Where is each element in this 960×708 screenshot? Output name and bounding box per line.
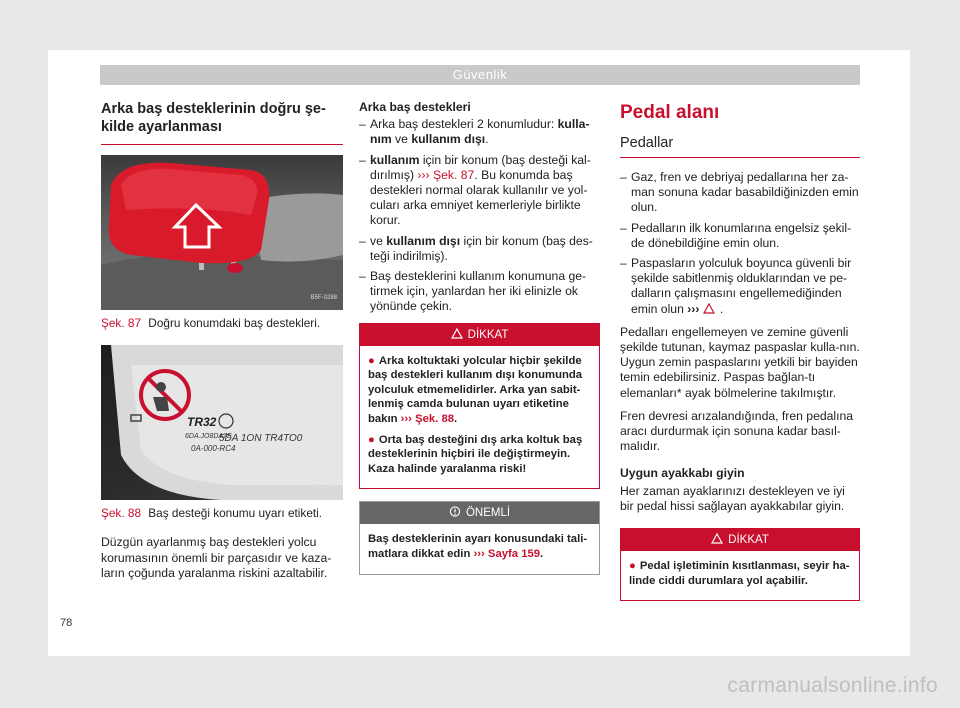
figure-warning-label: [101, 345, 343, 500]
warning-triangle-icon: [451, 328, 463, 339]
section-heading: Arka baş desteklerinin doğru şe-kilde ayarlanması: [101, 100, 343, 145]
list-item: – Arka baş destekleri 2 konumludur: kulla-nım ve kullanım dışı.: [359, 117, 600, 147]
subheading: Arka baş destekleri: [359, 100, 471, 114]
body-paragraph: Düzgün ayarlanmış baş destekleri yolcu korumasının önemli bir parçasıdır ve kaza-ların çoğunda yaralanma riskini azaltabilir.: [101, 535, 332, 580]
list-item: – Pedalların ilk konumlarına engelsiz şekil-de dönebildiğine emin olun.: [620, 221, 860, 251]
figure-caption: [101, 506, 343, 521]
list-item: – kullanım için bir konum (baş desteği kal-dırılmış) ››› Şek. 87. Bu konumda baş destekleri normal olarak kullanılır ve yol-cuları arka emniyet kemerleriyle birlikte korur.: [359, 153, 600, 229]
warning-header: DİKKAT: [360, 324, 599, 346]
note-box: [359, 501, 600, 574]
dash-list: [359, 117, 600, 314]
bullet-icon: ●: [368, 433, 375, 446]
figure-reference-link[interactable]: ››› Şek. 87: [417, 167, 475, 182]
body-paragraph: Pedalları engellemeyen ve zemine güvenli şekilde tutunan, kaymaz paspaslar kulla-nın. Uygun zemin paspaslarını yetkili bir bayiden temin edebilirsiniz. Paspas bağlan-tı elemanları* ayak bölmelerine takılmıştır.: [620, 324, 860, 400]
subheading: Uygun ayakkabı giyin: [620, 466, 745, 481]
info-circle-icon: [449, 506, 461, 517]
dash-list: [620, 170, 860, 317]
figure-number: Şek. 88: [101, 506, 142, 521]
warning-box: [359, 323, 600, 490]
warning-box: [620, 528, 860, 601]
column-3: [620, 100, 860, 613]
figure-caption: [101, 316, 343, 331]
caption-text: Baş desteği konumu uyarı etiketi.: [148, 506, 323, 521]
warning-sticker-illustration: [101, 345, 343, 500]
note-body: Baş desteklerinin ayarı konusundaki tali-matlara dikkat edin ››› Sayfa 159.: [368, 533, 588, 560]
figure-headrest: [101, 155, 343, 310]
watermark: carmanualsonline.info: [727, 674, 938, 697]
sticker-text-4: 5DA 1ON TR4TO0: [219, 433, 303, 445]
section-header: Güvenlik: [100, 65, 860, 85]
headrest-illustration: [101, 155, 343, 310]
page-reference-link[interactable]: ››› Sayfa 159: [473, 547, 541, 560]
warning-item: ● Pedal işletiminin kısıtlanması, seyir ha-linde ciddi durumlara yol açabilir.: [629, 560, 850, 587]
sticker-text-1: TR32: [187, 415, 217, 430]
chapter-title: Pedal alanı: [620, 102, 720, 123]
warning-body: [621, 551, 859, 600]
warning-header: DİKKAT: [621, 529, 859, 551]
warning-item: ● Arka koltuktaki yolcular hiçbir şekilde baş destekleri kullanım dışı konumunda yolculuk etmemelidirler. Arka yan sabit-lenmiş camda bulunan uyarı etiketine bakın ››› Şek. 88.: [368, 354, 583, 426]
warning-body: [360, 346, 599, 489]
sticker-text-3: 0A-000-RC4: [191, 444, 236, 454]
list-item: – ve kullanım dışı için bir konum (baş des-teği indirilmiş).: [359, 234, 600, 264]
figure-number: Şek. 87: [101, 316, 142, 330]
figure-reference-link[interactable]: ››› Şek. 88: [400, 413, 455, 426]
page-number: 78: [60, 617, 73, 629]
note-header: ÖNEMLİ: [360, 502, 599, 524]
body-paragraph: Fren devresi arızalandığında, fren pedalına aracı durdurmak için sonuna kadar basıl-malıdır.: [620, 408, 854, 454]
figure-code: B5F-0288: [310, 294, 337, 301]
sticker-text-2: 6DA.JO8DA7E: [185, 433, 232, 441]
column-2: [359, 100, 600, 587]
list-item: – Baş desteklerini kullanım konumuna ge-tirmek için, yanlardan her iki elinizle ok yönünde çekin.: [359, 269, 600, 315]
bullet-icon: ●: [368, 354, 375, 367]
column-1: [101, 100, 343, 589]
list-item: – Gaz, fren ve debriyaj pedallarına her za-man sonuna kadar basabildiğinizden emin olun.: [620, 170, 860, 216]
chapter-subtitle: Pedallar: [620, 134, 860, 158]
body-paragraph: Her zaman ayaklarınızı destekleyen ve iyi bir pedal hissi sağlayan ayakkabılar giyin.: [620, 483, 845, 513]
warning-triangle-icon: [711, 533, 723, 544]
caption-text: Doğru konumdaki baş destekleri.: [148, 316, 321, 330]
bullet-icon: ●: [629, 560, 636, 573]
list-item: – Paspasların yolculuk boyunca güvenli bir şekilde sabitlenmiş olduklarından ve pe-dalların çalışmasını engellemediğinden emin olun ››› .: [620, 256, 860, 317]
reference-arrow[interactable]: ›››: [687, 301, 700, 316]
figure-code: B5F-0289: [310, 485, 337, 491]
warning-triangle-icon: [703, 303, 715, 314]
warning-item: ● Orta baş desteğini dış arka koltuk baş desteklerinin hiçbiri ile değiştirmeyin. Kaza halinde yaralanma riski!: [368, 433, 583, 475]
